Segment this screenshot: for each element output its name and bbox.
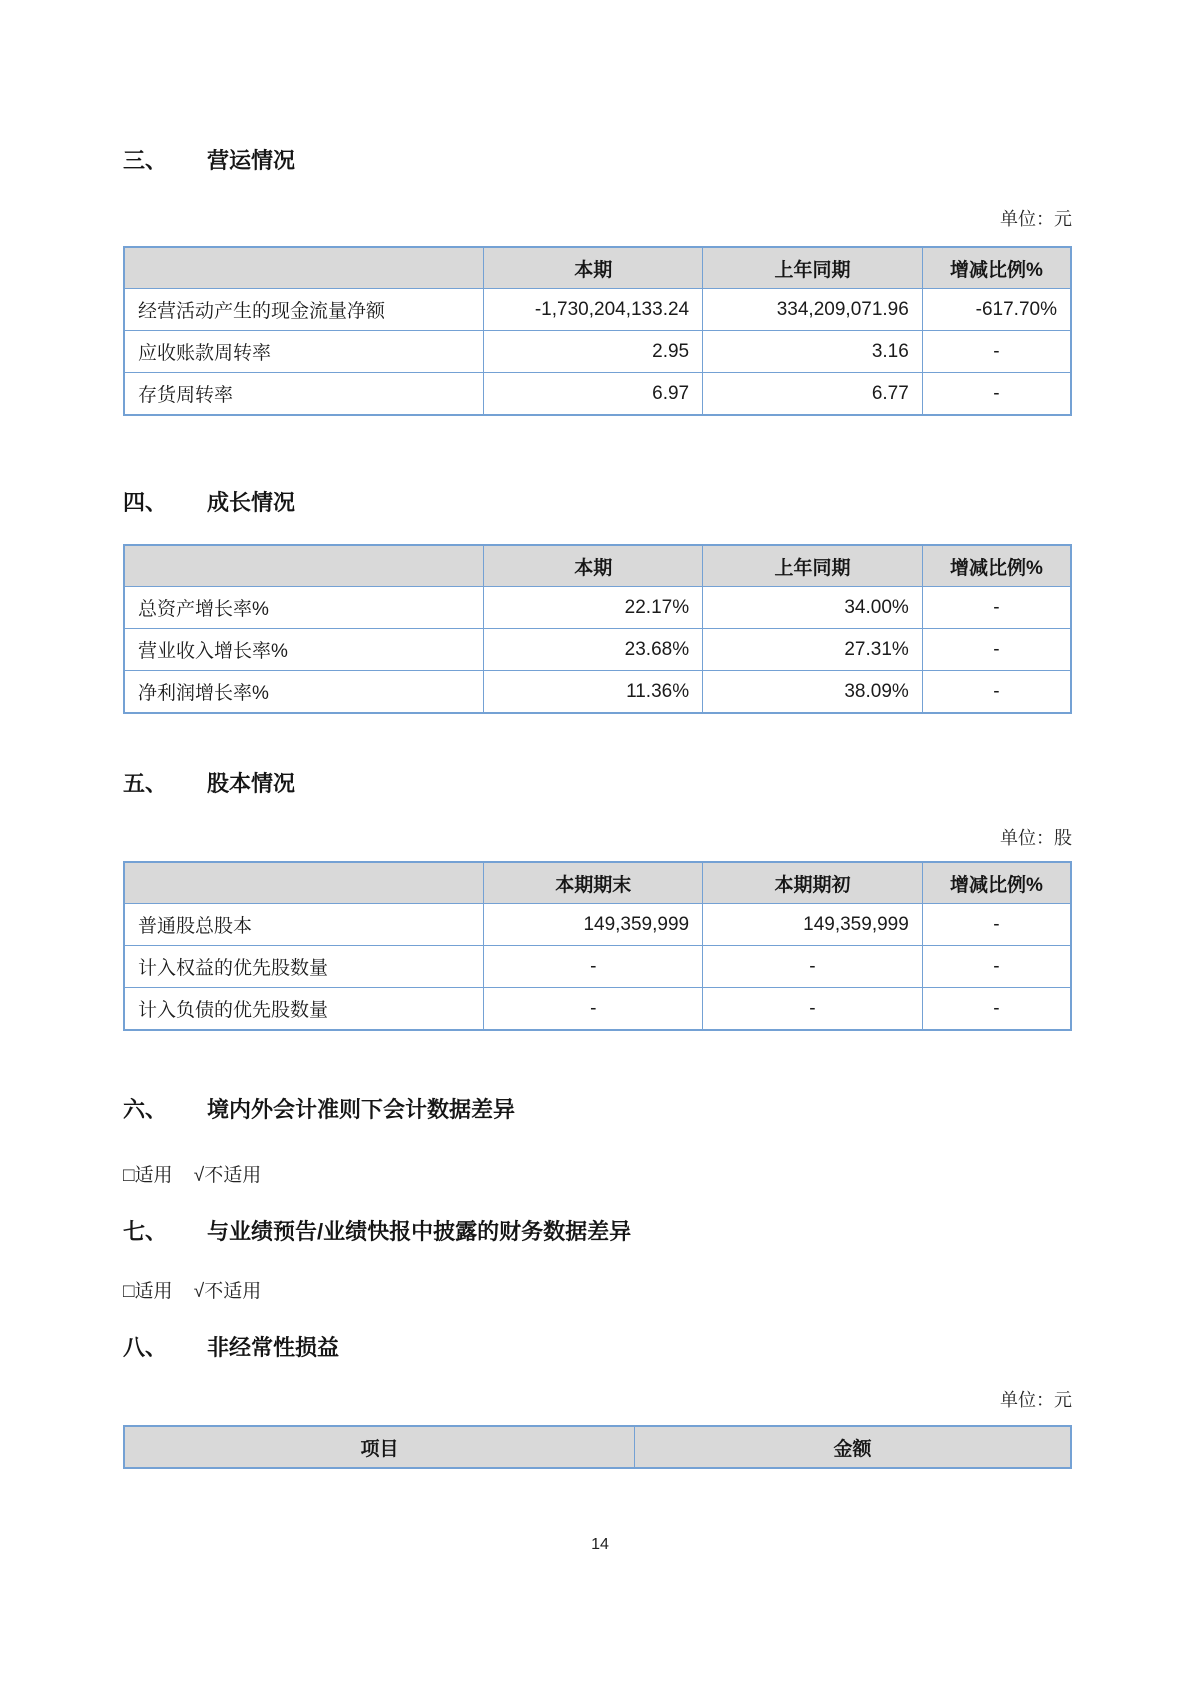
section-heading-operations xyxy=(123,146,1072,176)
section-title: 非经常性损益 xyxy=(207,1335,340,1360)
table-row xyxy=(124,671,1071,714)
table-row xyxy=(124,331,1071,373)
table-row xyxy=(124,904,1071,946)
section-number: 四、 xyxy=(123,490,168,515)
value-cell: -617.70% xyxy=(922,289,1071,331)
growth-table xyxy=(123,544,1072,714)
unit-label-shares: 单位：股 xyxy=(1000,828,1072,848)
section-heading-non-recurring xyxy=(123,1333,1072,1363)
column-header-period-begin: 本期期初 xyxy=(703,862,923,904)
column-header-period-end: 本期期末 xyxy=(484,862,703,904)
table-header-row xyxy=(124,862,1071,904)
value-cell: 6.97 xyxy=(484,373,703,416)
table-row xyxy=(124,629,1071,671)
table-row xyxy=(124,289,1071,331)
section-number: 三、 xyxy=(123,148,168,173)
section-title: 成长情况 xyxy=(207,490,296,515)
table-row xyxy=(124,587,1071,629)
table-row xyxy=(124,373,1071,416)
page-content xyxy=(123,0,1072,1469)
column-header-change: 增减比例% xyxy=(922,545,1071,587)
section-heading-accounting-diff xyxy=(123,1095,1072,1125)
value-cell: 34.00% xyxy=(703,587,923,629)
row-label-cell: 普通股总股本 xyxy=(124,904,484,946)
value-cell: 2.95 xyxy=(484,331,703,373)
applicability-line xyxy=(123,1279,1072,1305)
page-number: 14 xyxy=(591,1536,609,1553)
table-header-row xyxy=(124,247,1071,289)
column-header-current: 本期 xyxy=(484,247,703,289)
column-header-amount: 金额 xyxy=(634,1426,1071,1468)
section-title: 股本情况 xyxy=(207,771,296,796)
row-label-cell: 总资产增长率% xyxy=(124,587,484,629)
row-label-cell: 净利润增长率% xyxy=(124,671,484,714)
column-header-blank xyxy=(124,862,484,904)
value-cell: - xyxy=(922,629,1071,671)
row-label-cell: 计入负债的优先股数量 xyxy=(124,988,484,1031)
unit-label-yuan: 单位：元 xyxy=(1000,1390,1072,1410)
column-header-prior: 上年同期 xyxy=(703,247,923,289)
row-label-cell: 经营活动产生的现金流量净额 xyxy=(124,289,484,331)
value-cell: 6.77 xyxy=(703,373,923,416)
value-cell: -1,730,204,133.24 xyxy=(484,289,703,331)
value-cell: 27.31% xyxy=(703,629,923,671)
value-cell: 149,359,999 xyxy=(484,904,703,946)
section-number: 八、 xyxy=(123,1335,168,1360)
value-cell: - xyxy=(922,988,1071,1031)
value-cell: - xyxy=(922,904,1071,946)
table-row xyxy=(124,946,1071,988)
value-cell: - xyxy=(484,946,703,988)
share-capital-table xyxy=(123,861,1072,1031)
value-cell: 23.68% xyxy=(484,629,703,671)
value-cell: - xyxy=(484,988,703,1031)
column-header-current: 本期 xyxy=(484,545,703,587)
value-cell: - xyxy=(703,946,923,988)
value-cell: - xyxy=(922,946,1071,988)
section-title: 与业绩预告/业绩快报中披露的财务数据差异 xyxy=(207,1219,632,1244)
column-header-change: 增减比例% xyxy=(922,247,1071,289)
checkbox-applicable-label: □适用 xyxy=(123,1281,173,1302)
table-header-row xyxy=(124,1426,1071,1468)
value-cell: - xyxy=(922,671,1071,714)
row-label-cell: 营业收入增长率% xyxy=(124,629,484,671)
checkbox-applicable-label: □适用 xyxy=(123,1165,173,1186)
checked-not-applicable-label: √不适用 xyxy=(193,1165,262,1186)
non-recurring-table xyxy=(123,1425,1072,1469)
section-number: 七、 xyxy=(123,1219,168,1244)
operations-table xyxy=(123,246,1072,416)
column-header-prior: 上年同期 xyxy=(703,545,923,587)
column-header-item: 项目 xyxy=(124,1426,634,1468)
table-header-row xyxy=(124,545,1071,587)
section-number: 六、 xyxy=(123,1097,168,1122)
unit-label-yuan: 单位：元 xyxy=(1000,209,1072,229)
column-header-change: 增减比例% xyxy=(922,862,1071,904)
section-title: 境内外会计准则下会计数据差异 xyxy=(207,1097,516,1122)
value-cell: - xyxy=(703,988,923,1031)
value-cell: - xyxy=(922,373,1071,416)
section-heading-forecast-diff xyxy=(123,1217,1072,1247)
row-label-cell: 存货周转率 xyxy=(124,373,484,416)
section-title: 营运情况 xyxy=(207,148,296,173)
checked-not-applicable-label: √不适用 xyxy=(193,1281,262,1302)
section-heading-growth xyxy=(123,488,1072,518)
column-header-blank xyxy=(124,545,484,587)
row-label-cell: 应收账款周转率 xyxy=(124,331,484,373)
column-header-blank xyxy=(124,247,484,289)
value-cell: 3.16 xyxy=(703,331,923,373)
value-cell: - xyxy=(922,587,1071,629)
value-cell: 11.36% xyxy=(484,671,703,714)
value-cell: 22.17% xyxy=(484,587,703,629)
value-cell: 334,209,071.96 xyxy=(703,289,923,331)
row-label-cell: 计入权益的优先股数量 xyxy=(124,946,484,988)
section-number: 五、 xyxy=(123,771,168,796)
value-cell: - xyxy=(922,331,1071,373)
value-cell: 38.09% xyxy=(703,671,923,714)
section-heading-share-capital xyxy=(123,769,1072,799)
value-cell: 149,359,999 xyxy=(703,904,923,946)
table-row xyxy=(124,988,1071,1031)
applicability-line xyxy=(123,1163,1072,1189)
